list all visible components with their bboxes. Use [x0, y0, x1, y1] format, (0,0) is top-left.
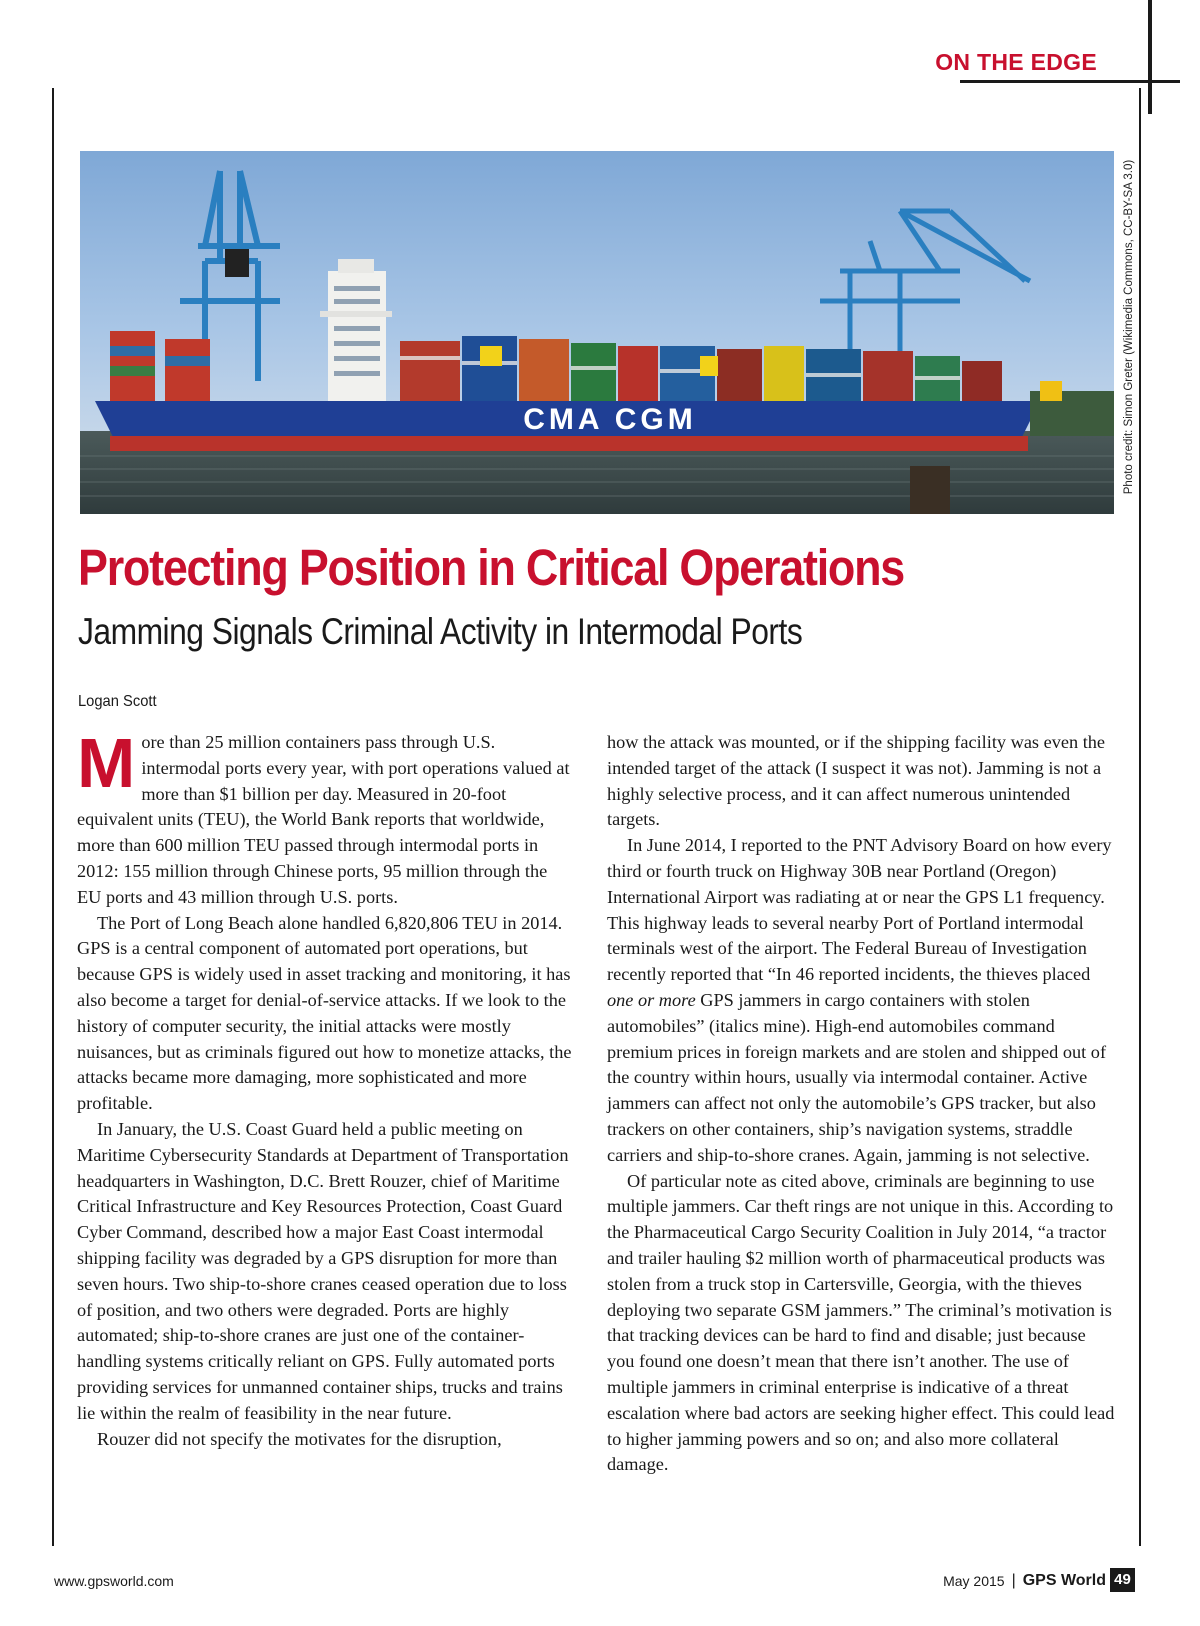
- article-title: Protecting Position in Critical Operations: [78, 539, 905, 596]
- paragraph: In January, the U.S. Coast Guard held a public meeting on Maritime Cybersecurity Standards at Department of Transportation headquarters in Washington, D.C. Brett Rouzer, chief of Maritime Critical Infrastructure and Key Resources Protection, Coast Guard Cyber Command, described how a major East Coast intermodal shipping facility was degraded by a GPS disruption for more than seven hours. Two ship-to-shore cranes ceased operation due to loss of position, and two others were degraded. Ports are highly automated; ship-to-shore cranes are just one of the container-handling systems critically reliant on GPS. Fully automated ports providing services for unmanned container ships, trucks and trains lie within the realm of feasibility in the near future.: [77, 1118, 569, 1423]
- paragraph: ore than 25 million containers pass through U.S. intermodal ports every year, with port operations valued at more than $1 billion per day. Measured in 20-foot equivalent units (TEU), the World Bank reports that worldwide, more than 600 million TEU passed through intermodal ports in 2012: 155 million through Chinese ports, 95 million through the EU ports and 43 million through U.S. ports.: [77, 732, 570, 907]
- issue-date: May 2015: [943, 1573, 1005, 1589]
- paragraph: The Port of Long Beach alone handled 6,820,806 TEU in 2014. GPS is a central component of automated port operations, but because GPS is widely used in asset tracking and monitoring, it has also become a target for denial-of-service attacks. If we look to the history of computer security, the initial attacks were mostly nuisances, but as criminals figured out how to monetize attacks, the attacks became more damaging, more sophisticated and more profitable.: [77, 912, 572, 1114]
- left-vertical-rule: [52, 88, 54, 1546]
- footer-separator: |: [1011, 1572, 1016, 1589]
- ship-superstructure: [320, 259, 392, 401]
- drop-cap: M: [77, 724, 136, 802]
- header-horizontal-rule: [960, 80, 1180, 83]
- magazine-name: GPS World: [1022, 1572, 1106, 1589]
- right-vertical-rule-long: [1139, 88, 1141, 1546]
- footer-issue: [943, 1572, 1106, 1590]
- paragraph: Rouzer did not specify the motivates for the disruption,: [97, 1428, 502, 1449]
- italic-emphasis: one or more: [607, 989, 696, 1010]
- footer-url[interactable]: www.gpsworld.com: [54, 1573, 174, 1589]
- paragraph: how the attack was mounted, or if the shipping facility was even the intended target of the attack (I suspect it was not). Jamming is not a highly selective process, and it can affect numerous unintended targets.: [607, 732, 1106, 830]
- left-column: [77, 724, 575, 1452]
- container-ship-photo: [80, 151, 1114, 514]
- right-vertical-rule: [1148, 0, 1152, 114]
- paragraph: In June 2014, I reported to the PNT Advisory Board on how every third or fourth truck on Highway 30B near Portland (Oregon) International Airport was radiating at or near the GPS L1 frequency. This highway leads to several nearby Port of Portland intermodal terminals west of the airport. The Federal Bureau of Investigation recently reported that “In 46 reported incidents, the thieves placed one or more GPS jammers in cargo containers with stolen automobiles” (italics mine). High-end automobiles command premium prices in foreign markets and are stolen and shipped out of the country within hours, usually via intermodal container. Active jammers can affect not only the automobile’s GPS tracker, but also trackers on other containers, ship’s navigation systems, straddle carriers and ship-to-shore cranes. Again, jamming is not selective.: [607, 835, 1112, 1165]
- section-label: ON THE EDGE: [935, 49, 1097, 75]
- byline: Logan Scott: [78, 693, 157, 710]
- photo-credit: Photo credit: Simon Greter (Wikimedia Commons, CC-BY-SA 3.0): [1123, 159, 1135, 495]
- paragraph: Of particular note as cited above, criminals are beginning to use multiple jammers. Car theft rings are not unique in this. According to the Pharmaceutical Cargo Security Coalition in July 2014, “a tractor and trailer hauling $2 million worth of pharmaceutical products was stolen from a truck stop in Cartersville, Georgia, with the thieves deploying two separate GSM jammers.” The criminal’s motivation is that tracking devices can be hard to find and disable; just because you found one doesn’t mean that there isn’t another. The use of multiple jammers in criminal enterprise is indicative of a threat escalation where bad actors are seeking higher effect. This could lead to higher jamming powers and so on; and also more collateral damage.: [607, 1170, 1115, 1475]
- article-subtitle: Jamming Signals Criminal Activity in Intermodal Ports: [78, 611, 803, 652]
- hull-lettering: CMA CGM: [523, 403, 697, 436]
- page-number: 49: [1110, 1568, 1135, 1592]
- right-column: [607, 730, 1115, 1478]
